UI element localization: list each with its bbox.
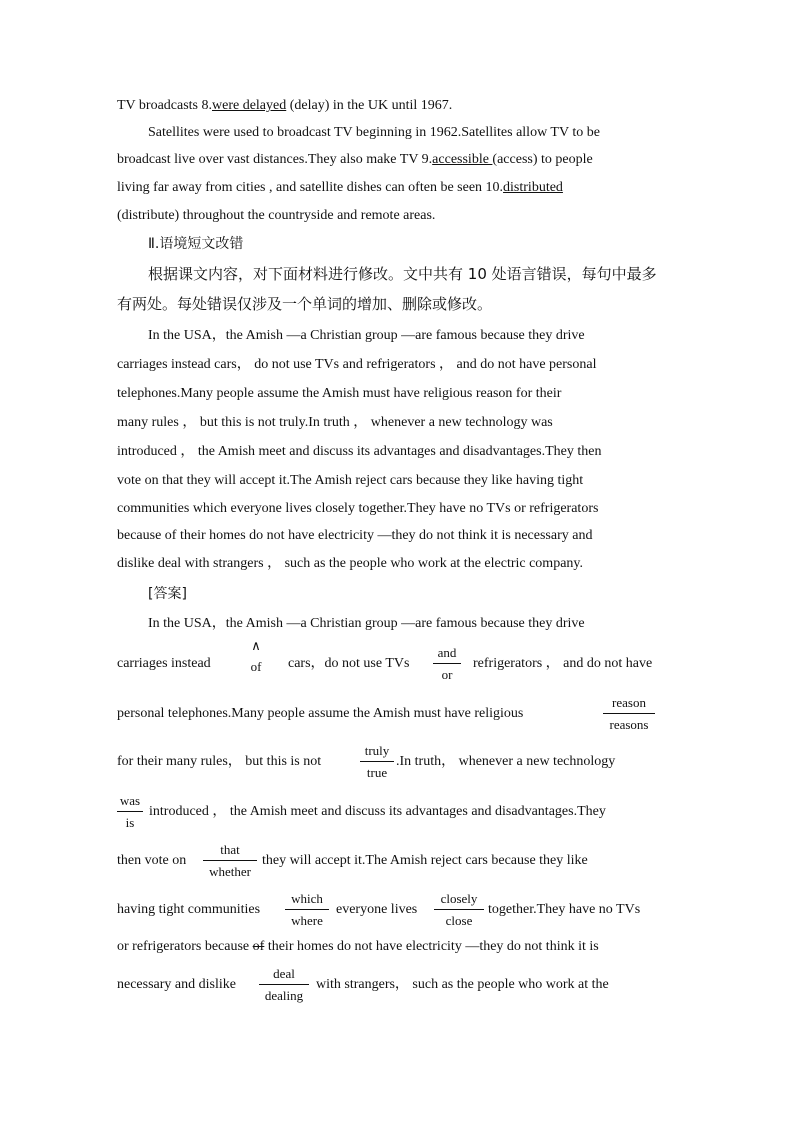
correction-right: of — [250, 659, 262, 674]
answer-line-5b: introduced ， the Amish meet and discuss its advantages and disadvantages.They — [149, 804, 606, 819]
passage-line: dislike deal with strangers ， such as the people who work at the electric company. — [117, 556, 584, 571]
passage-line: telephones.Many people assume the Amish must have religious reason for their — [117, 386, 562, 401]
answer-line-7a: having tight communities — [117, 902, 261, 917]
correction-right: is — [125, 815, 135, 830]
vocab-line-3 — [117, 151, 593, 169]
correction-and-or — [433, 645, 461, 683]
vocab-line-2: Satellites were used to broadcast TV beginning in 1962.Satellites allow TV to be — [148, 125, 600, 140]
answer-8: were delayed — [212, 98, 287, 113]
vocab-line-5: (distribute) throughout the countryside and remote areas. — [117, 208, 436, 223]
correction-deal — [259, 966, 309, 1004]
correction-right: close — [445, 913, 473, 928]
answer-line-4a: for their many rules， but this is not — [117, 754, 322, 769]
correction-insert-of — [244, 638, 268, 675]
passage-line: introduced ， the Amish meet and discuss its advantages and disadvantages.They then — [117, 444, 602, 459]
answer-line-1: In the USA，the Amish —a Christian group —are famous because they drive — [148, 616, 585, 631]
passage-line: many rules ， but this is not truly.In truth ， whenever a new technology was — [117, 415, 553, 430]
vocab-line-4 — [117, 179, 563, 197]
passage-line: because of their homes do not have electricity —they do not think it is necessary and — [117, 528, 593, 543]
correction-wrong: ∧ — [251, 638, 261, 653]
text: TV broadcasts 8. — [117, 98, 212, 113]
text: (access) to people — [492, 152, 593, 167]
correction-wrong: truly — [364, 743, 390, 758]
correction-wrong: which — [291, 891, 323, 906]
text: or refrigerators because — [117, 939, 253, 954]
correction-right: or — [441, 667, 453, 682]
answer-line-8 — [117, 938, 599, 956]
correction-closely — [434, 891, 484, 929]
answer-line-9b: with strangers， such as the people who work at the — [316, 977, 609, 992]
answer-line-2c: refrigerators ， and do not have — [473, 656, 653, 671]
correction-was — [117, 793, 143, 831]
correction-right: true — [366, 765, 388, 780]
correction-right: whether — [209, 864, 251, 879]
text: broadcast live over vast distances.They also make TV 9. — [117, 152, 433, 167]
text: their homes do not have electricity —they do not think it is — [264, 939, 599, 954]
correction-reason — [603, 695, 655, 733]
answer-line-2b: cars，do not use TVs — [288, 656, 410, 671]
correction-truly — [360, 743, 394, 781]
answer-line-3a: personal telephones.Many people assume the Amish must have religious — [117, 706, 524, 721]
answer-line-9a: necessary and dislike — [117, 977, 236, 992]
deleted-word: of — [252, 939, 265, 954]
correction-which — [285, 891, 329, 929]
answer-9: accessible — [432, 152, 493, 167]
answer-label: [答案] — [148, 586, 187, 602]
correction-right: reasons — [609, 717, 649, 732]
answer-line-7c: together.They have no TVs — [488, 902, 641, 917]
passage-line: carriages instead cars， do not use TVs and refrigerators ， and do not have personal — [117, 357, 597, 372]
passage-line: In the USA，the Amish —a Christian group —are famous because they drive — [148, 328, 585, 343]
answer-line-4b: .In truth， whenever a new technology — [396, 754, 616, 769]
correction-right: dealing — [264, 988, 304, 1003]
answer-10: distributed — [503, 180, 563, 195]
section-heading: Ⅱ.语境短文改错 — [148, 236, 244, 252]
answer-line-2a: carriages instead — [117, 656, 211, 671]
passage-line: vote on that they will accept it.The Amish reject cars because they like having tight — [117, 473, 584, 488]
text: living far away from cities , and satellite dishes can often be seen 10. — [117, 180, 504, 195]
correction-right: where — [291, 913, 323, 928]
correction-that — [203, 842, 257, 880]
answer-line-7b: everyone lives — [336, 902, 418, 917]
correction-wrong: and — [437, 645, 457, 660]
instruction-line-2: 有两处。每处错误仅涉及一个单词的增加、删除或修改。 — [117, 295, 493, 313]
correction-wrong: was — [119, 793, 141, 808]
passage-line: communities which everyone lives closely together.They have no TVs or refrigerators — [117, 501, 599, 516]
correction-wrong: deal — [273, 966, 295, 981]
correction-wrong: closely — [440, 891, 478, 906]
answer-line-6b: they will accept it.The Amish reject cars because they like — [262, 853, 588, 868]
answer-line-6a: then vote on — [117, 853, 187, 868]
instruction-line-1: 根据课文内容，对下面材料进行修改。文中共有 10 处语言错误，每句中最多 — [148, 265, 657, 283]
correction-wrong: that — [220, 842, 240, 857]
vocab-line-1 — [117, 97, 452, 115]
correction-wrong: reason — [612, 695, 646, 710]
text: (delay) in the UK until 1967. — [286, 98, 453, 113]
